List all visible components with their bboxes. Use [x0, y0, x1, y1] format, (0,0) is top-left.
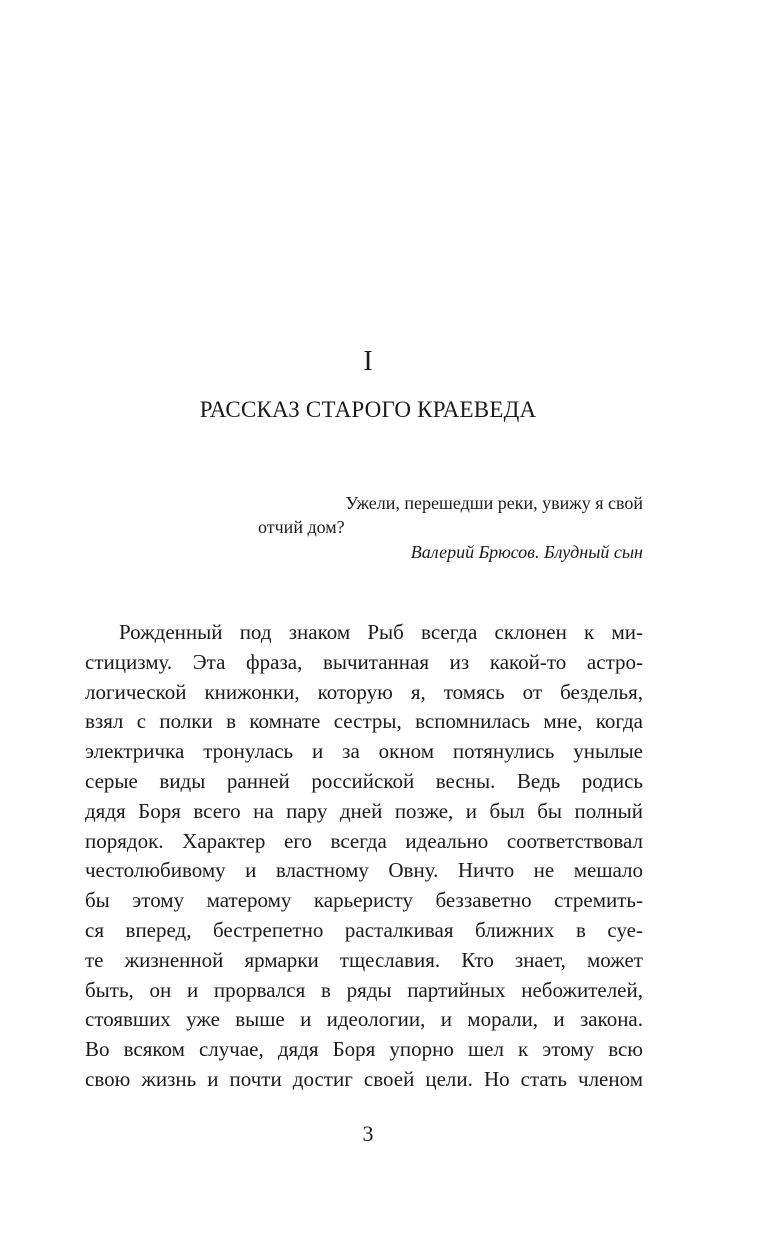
epigraph-line: отчий дом? [258, 517, 345, 537]
body-line: дядя Боря всего на пару дней позже, и был бы полный [85, 798, 643, 823]
body-line: стицизму. Эта фраза, вычитанная из какой-то астро- [85, 649, 643, 674]
body-line: серые виды ранней российской весны. Ведь родись [85, 768, 643, 793]
body-line: ся вперед, бестрепетно расталкивая ближних в суе- [85, 917, 643, 942]
chapter-title: РАССКАЗ СТАРОГО КРАЕВЕДА [199, 397, 537, 422]
body-line: честолюбивому и властному Овну. Ничто не мешало [85, 858, 643, 883]
body-line: те жизненной ярмарки тщеславия. Кто знает, может [85, 947, 643, 972]
body-text [85, 618, 643, 1095]
body-line: быть, он и прорвался в ряды партийных небожителей, [85, 977, 643, 1002]
epigraph-text [258, 491, 643, 539]
epigraph-attribution: Валерий Брюсов. Блудный сын [410, 542, 643, 562]
body-line: Во всяком случае, дядя Боря упорно шел к этому всю [85, 1037, 643, 1062]
body-line: электричка тронулась и за окном потянулись унылые [85, 739, 643, 764]
page-number: 3 [362, 1121, 374, 1146]
body-line: взял с полки в комнате сестры, вспомнилась мне, когда [85, 709, 643, 734]
body-line: Рожденный под знаком Рыб всегда склонен к ми- [119, 620, 643, 644]
body-line: порядок. Характер его всегда идеально соответствовал [85, 828, 643, 853]
chapter-number: I [363, 346, 373, 377]
body-line: свою жизнь и почти достиг своей цели. Но стать членом [85, 1066, 643, 1091]
epigraph [258, 491, 643, 564]
body-line: стоявших уже выше и идеологии, и морали, и закона. [85, 1007, 643, 1032]
body-line: логической книжонки, которую я, томясь от безделья, [85, 679, 643, 704]
epigraph-line: Ужели, перешедши реки, увижу я свой [345, 493, 643, 513]
body-line: бы этому матерому карьеристу беззаветно стремить- [85, 888, 643, 913]
